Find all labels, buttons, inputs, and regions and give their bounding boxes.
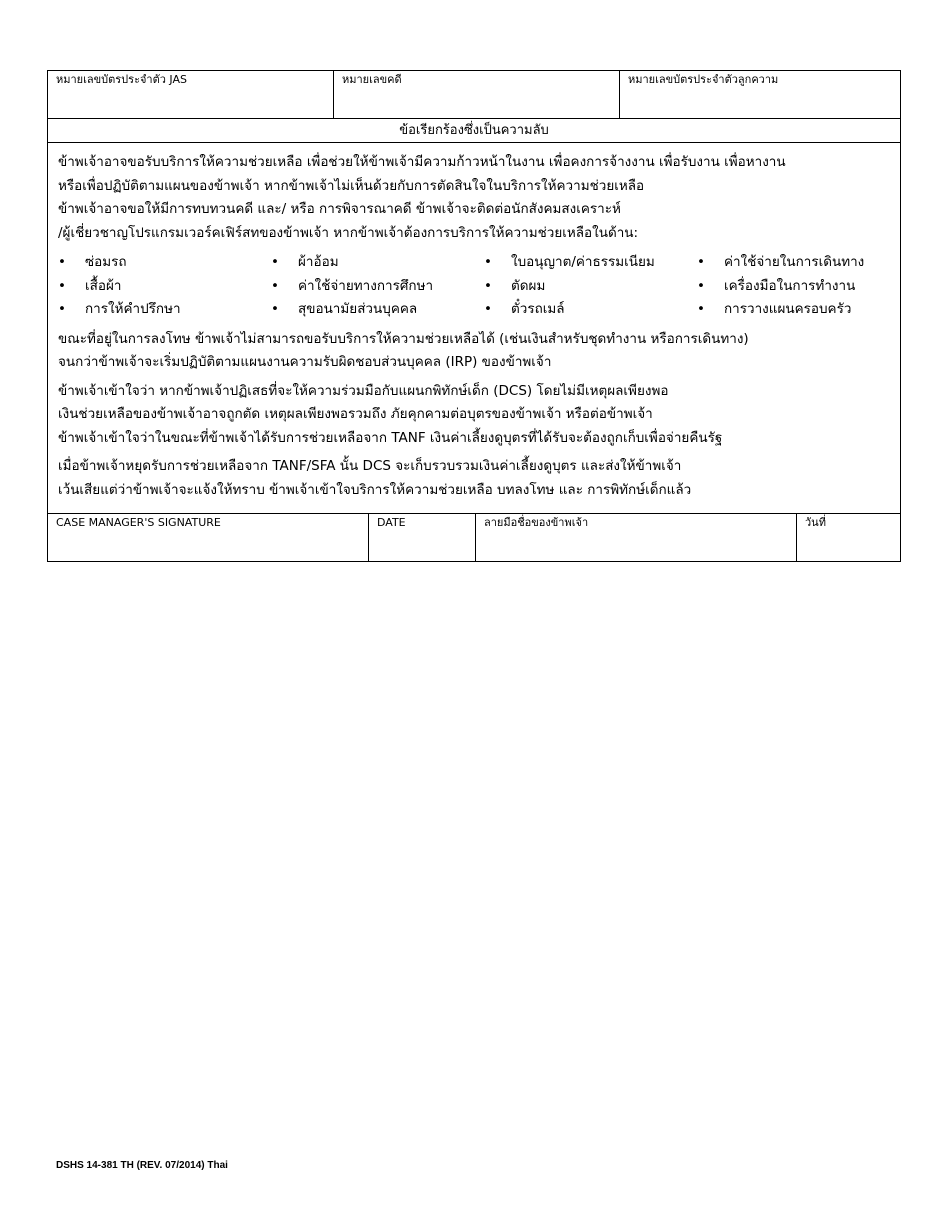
bullet-icon: • xyxy=(697,301,705,317)
bullet-icon: • xyxy=(484,301,492,317)
service-label: ตั๋วรถเมล์ xyxy=(511,301,565,317)
paragraph-line: /ผู้เชี่ยวชาญโปรแกรมเวอร์คเฟิร์สทของข้าพเจ้า หากข้าพเจ้าต้องการบริการให้ความช่วยเหลือในด้าน: xyxy=(58,224,639,241)
section-title: ข้อเรียกร้องซึ่งเป็นความลับ xyxy=(48,119,900,143)
client-id-label: หมายเลขบัตรประจำตัวลูกความ xyxy=(628,73,779,86)
bullet-icon: • xyxy=(697,254,705,270)
bullet-icon: • xyxy=(271,254,279,270)
paragraph-services-intro xyxy=(58,151,890,245)
service-label: เครื่องมือในการทำงาน xyxy=(724,277,856,294)
paragraph-line: หรือเพื่อปฏิบัติตามแผนของข้าพเจ้า หากข้าพเจ้าไม่เห็นด้วยกับการตัดสินใจในบริการให้ความช่วยเหลือ xyxy=(58,177,645,194)
case-number-label: หมายเลขคดี xyxy=(342,73,402,86)
paragraph-line: เว้นเสียแต่ว่าข้าพเจ้าจะแจ้งให้ทราบ ข้าพเจ้าเข้าใจบริการให้ความช่วยเหลือ บทลงโทษ และ การพิทักษ์เด็กแล้ว xyxy=(58,481,692,498)
service-label: การให้คำปรึกษา xyxy=(85,301,181,317)
signature-row xyxy=(48,513,900,561)
services-column xyxy=(58,251,271,322)
id-row xyxy=(48,71,900,119)
jas-id-field[interactable] xyxy=(48,71,333,118)
case-manager-date-field[interactable] xyxy=(368,514,475,561)
bullet-icon: • xyxy=(484,277,492,294)
paragraph-line: ขณะที่อยู่ในการลงโทษ ข้าพเจ้าไม่สามารถขอรับบริการให้ความช่วยเหลือได้ (เช่นเงินสำหรับชุดทำงาน หรือการเดินทาง) xyxy=(58,330,749,347)
case-manager-signature-label: CASE MANAGER'S SIGNATURE xyxy=(56,516,221,529)
service-label: ใบอนุญาต/ค่าธรรมเนียม xyxy=(511,254,655,270)
list-item xyxy=(484,298,697,322)
bullet-icon: • xyxy=(58,277,66,294)
service-label: ซ่อมรถ xyxy=(85,254,127,270)
client-id-field[interactable] xyxy=(619,71,900,118)
service-label: เสื้อผ้า xyxy=(85,277,122,294)
paragraph-line: ข้าพเจ้าเข้าใจว่า หากข้าพเจ้าปฏิเสธที่จะให้ความร่วมมือกับแผนกพิทักษ์เด็ก (DCS) โดยไม่มีเหตุผลเพียงพอ xyxy=(58,382,669,399)
paragraph-line: ข้าพเจ้าเข้าใจว่าในขณะที่ข้าพเจ้าได้รับการช่วยเหลือจาก TANF เงินค่าเลี้ยงดูบุตรที่ได้รับจะต้องถูกเก็บเพื่อจ่ายคืนรัฐ xyxy=(58,429,723,446)
jas-id-label: หมายเลขบัตรประจำตัว JAS xyxy=(56,73,187,86)
date-label: DATE xyxy=(377,516,406,529)
case-number-field[interactable] xyxy=(333,71,619,118)
list-item xyxy=(271,275,484,299)
services-list xyxy=(58,251,890,322)
form-body xyxy=(48,143,900,513)
bullet-icon: • xyxy=(484,254,492,270)
services-column xyxy=(697,251,864,322)
list-item xyxy=(697,251,864,275)
list-item xyxy=(58,298,271,322)
list-item xyxy=(58,251,271,275)
case-manager-signature-field[interactable] xyxy=(48,514,368,561)
client-date-field[interactable] xyxy=(796,514,900,561)
paragraph-line: จนกว่าข้าพเจ้าจะเริ่มปฏิบัติตามแผนงานความรับผิดชอบส่วนบุคคล (IRP) ของข้าพเจ้า xyxy=(58,354,552,370)
list-item xyxy=(271,298,484,322)
client-signature-field[interactable] xyxy=(475,514,796,561)
paragraph-line: เมื่อข้าพเจ้าหยุดรับการช่วยเหลือจาก TANF/SFA นั้น DCS จะเก็บรวบรวมเงินค่าเลี้ยงดูบุตร และส่งให้ข้าพเจ้า xyxy=(58,458,682,474)
consent-form xyxy=(47,70,901,562)
list-item xyxy=(58,275,271,299)
bullet-icon: • xyxy=(271,277,279,294)
paragraph-line: ข้าพเจ้าอาจขอให้มีการทบทวนคดี และ/ หรือ การพิจารณาคดี ข้าพเจ้าจะติดต่อนักสังคมสงเคราะห์ xyxy=(58,201,621,217)
form-number: DSHS 14-381 TH (REV. 07/2014) Thai xyxy=(56,1160,228,1171)
service-label: ค่าใช้จ่ายในการเดินทาง xyxy=(724,254,865,270)
paragraph-sanction xyxy=(58,328,890,375)
list-item xyxy=(484,251,697,275)
bullet-icon: • xyxy=(58,254,66,270)
list-item xyxy=(697,275,864,299)
service-label: สุขอนามัยส่วนบุคคล xyxy=(298,301,418,317)
list-item xyxy=(271,251,484,275)
services-column xyxy=(271,251,484,322)
paragraph-line: เงินช่วยเหลือของข้าพเจ้าอาจถูกตัด เหตุผลเพียงพอรวมถึง ภัยคุกคามต่อบุตรของข้าพเจ้า หรือต่อข้าพเจ้า xyxy=(58,406,653,422)
service-label: ผ้าอ้อม xyxy=(298,254,339,270)
client-signature-label: ลายมือชื่อของข้าพเจ้า xyxy=(484,516,589,529)
service-label: การวางแผนครอบครัว xyxy=(724,301,852,317)
bullet-icon: • xyxy=(271,301,279,317)
list-item xyxy=(697,298,864,322)
client-date-label: วันที่ xyxy=(805,516,826,529)
bullet-icon: • xyxy=(58,301,66,317)
services-column xyxy=(484,251,697,322)
service-label: ตัดผม xyxy=(511,277,546,294)
paragraph-dcs xyxy=(58,380,890,451)
paragraph-child-support xyxy=(58,455,890,502)
list-item xyxy=(484,275,697,299)
bullet-icon: • xyxy=(697,277,705,294)
service-label: ค่าใช้จ่ายทางการศึกษา xyxy=(298,277,434,294)
paragraph-line: ข้าพเจ้าอาจขอรับบริการให้ความช่วยเหลือ เพื่อช่วยให้ข้าพเจ้ามีความก้าวหน้าในงาน เพื่อคงการจ้างงาน เพื่อรับงาน เพื่อหางาน xyxy=(58,154,786,170)
